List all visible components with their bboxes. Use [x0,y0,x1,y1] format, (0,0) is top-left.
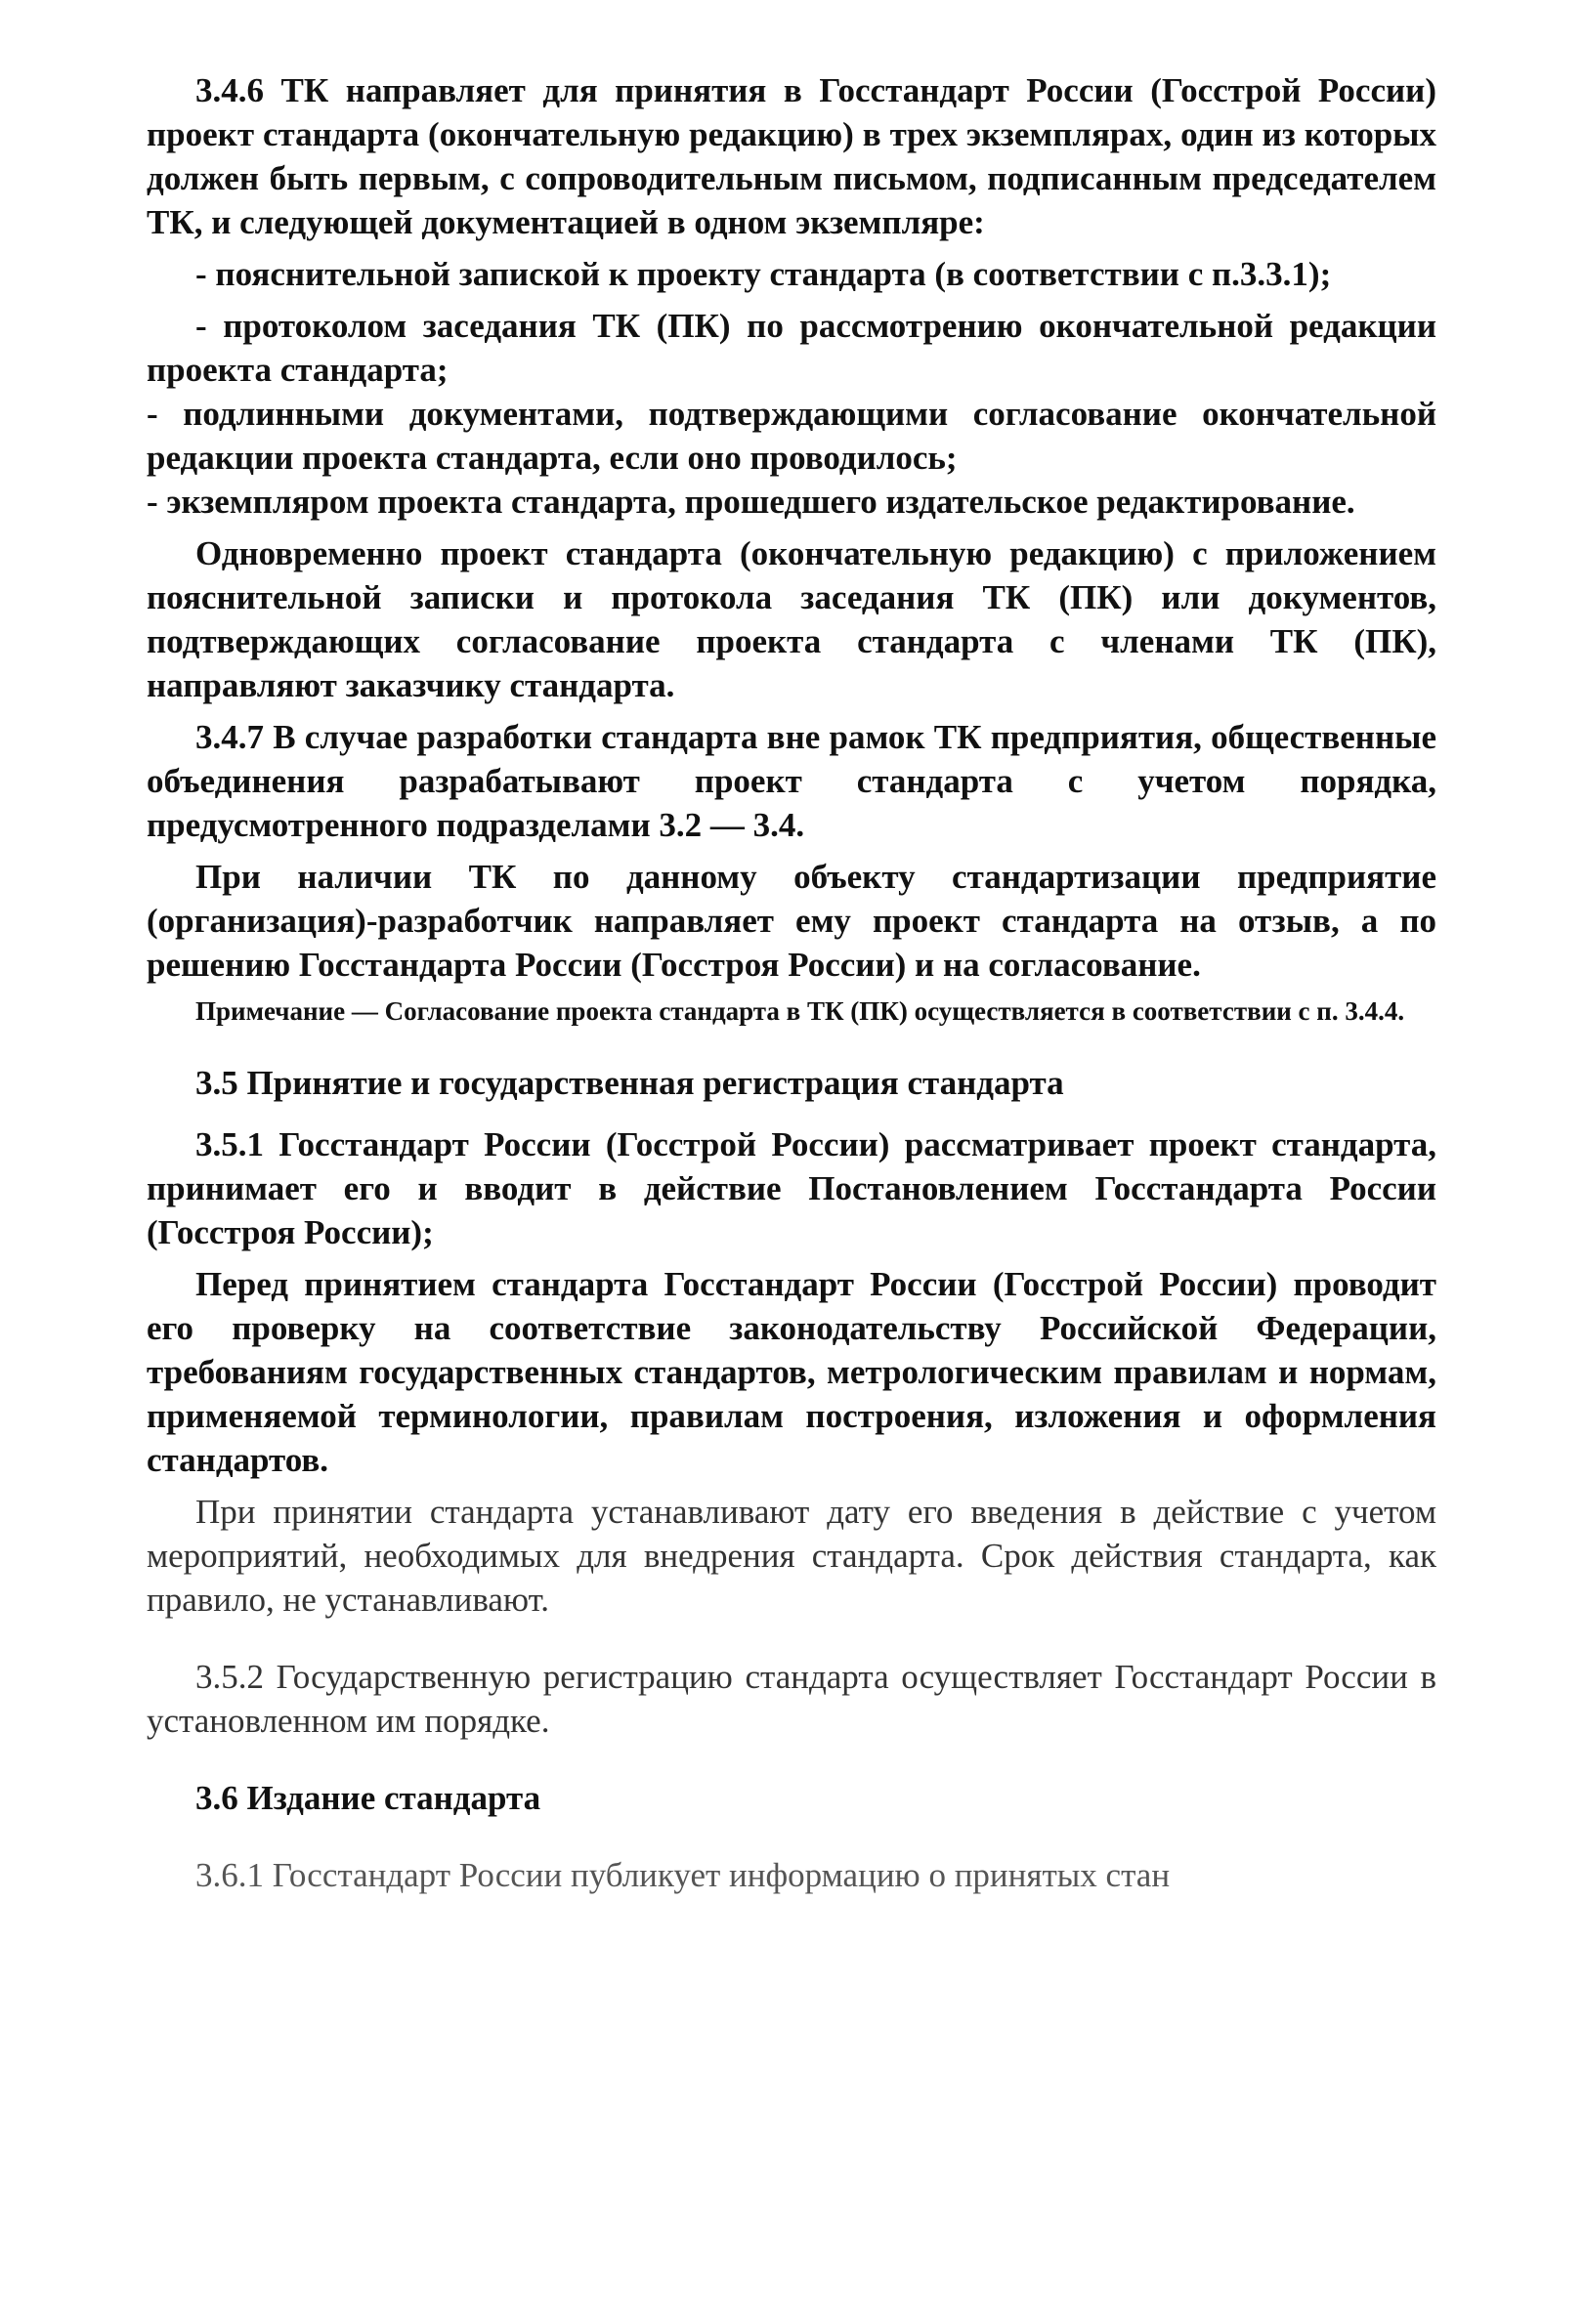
document-page [147,68,1436,1897]
list-item: - протоколом заседания ТК (ПК) по рассмотрению окончательной редакции проекта стандарта; [147,307,1436,389]
paragraph-tk-present: При наличии ТК по данному объекту стандартизации предприятие (организация)-разработчик направляет ему проект стандарта на отзыв, а по решению Госстандарта России (Госстроя России) и на согласование. [147,858,1436,984]
list-item: - экземпляром проекта стандарта, прошедшего издательское редактирование. [147,483,1355,521]
section-heading-3-6: 3.6 Издание стандарта [195,1779,541,1817]
paragraph-3-6-1: 3.6.1 Госстандарт России публикует информацию о принятых стан [195,1856,1171,1894]
paragraph-3-5-2: 3.5.2 Государственную регистрацию стандарта осуществляет Госстандарт России в установленном им порядке. [147,1658,1436,1740]
paragraph-3-5-1: 3.5.1 Госстандарт России (Госстрой России) рассматривает проект стандарта, принимает его и вводит в действие Постановлением Госстандарта России (Госстроя России); [147,1125,1436,1251]
paragraph-before-adoption: Перед принятием стандарта Госстандарт России (Госстрой России) проводит его проверку на соответствие законодательству Российской Федерации, требованиям государственных стандартов, метрологическим правилам и нормам, применяемой терминологии, правилам построения, изложения и оформления стандартов. [147,1265,1436,1479]
list-item: - подлинными документами, подтверждающими согласование окончательной редакции проекта стандарта, если оно проводилось; [147,395,1436,477]
section-heading-3-5: 3.5 Принятие и государственная регистрация стандарта [195,1064,1064,1102]
note: Примечание — Согласование проекта стандарта в ТК (ПК) осуществляется в соответствии с п. 3.4.4. [195,996,1405,1026]
paragraph-on-adoption: При принятии стандарта устанавливают дату его введения в действие с учетом мероприятий, необходимых для внедрения стандарта. Срок действия стандарта, как правило, не устанавливают. [147,1493,1436,1619]
paragraph-3-4-7: 3.4.7 В случае разработки стандарта вне рамок ТК предприятия, общественные объединения разрабатывают проект стандарта с учетом порядка, предусмотренного подразделами 3.2 — 3.4. [147,718,1436,844]
paragraph-simultaneous: Одновременно проект стандарта (окончательную редакцию) с приложением пояснительной записки и протокола заседания ТК (ПК) или документов, подтверждающих согласование проекта стандарта с членами ТК (ПК), направляют заказчику стандарта. [147,534,1436,704]
paragraph-3-4-6: 3.4.6 ТК направляет для принятия в Госстандарт России (Госстрой России) проект стандарта (окончательную редакцию) в трех экземплярах, один из которых должен быть первым, с сопроводительным письмом, подписанным председателем ТК, и следующей документацией в одном экземпляре: [147,71,1436,241]
list-item: - пояснительной запиской к проекту стандарта (в соответствии с п.3.3.1); [195,255,1332,293]
